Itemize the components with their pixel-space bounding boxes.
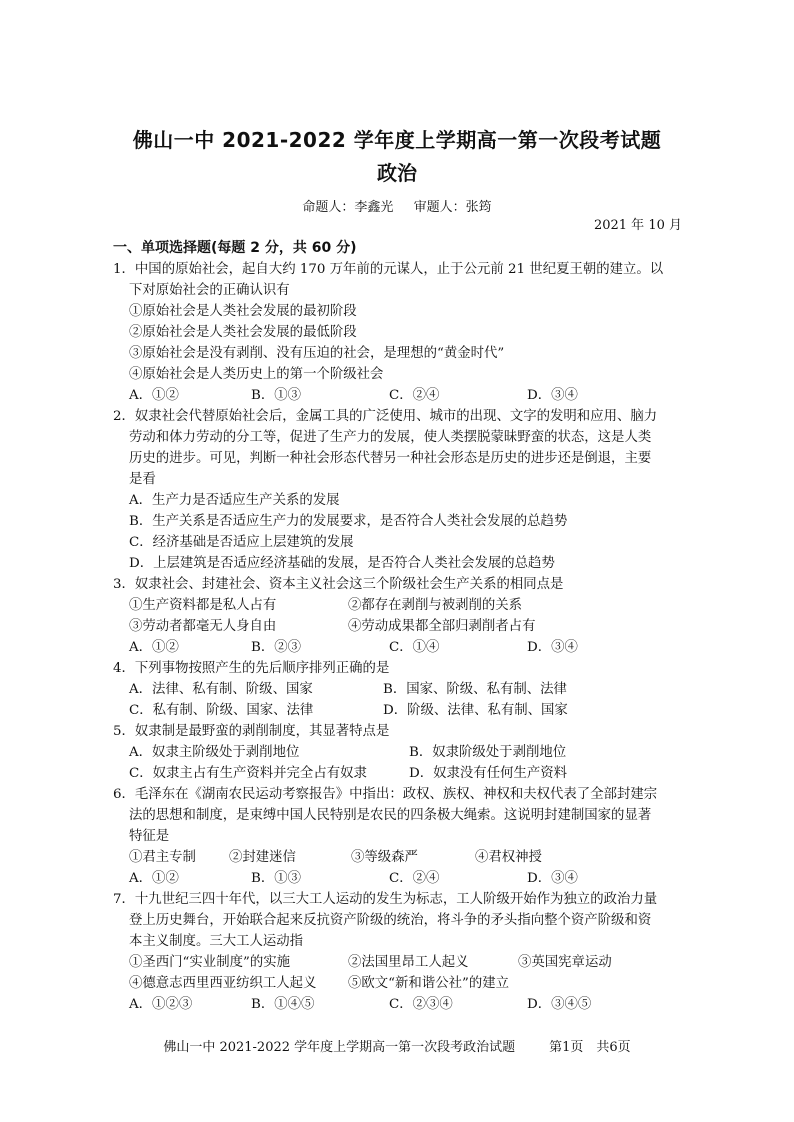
- q4-stem: 4．下列事物按照产生的先后顺序排列正确的是: [113, 661, 390, 676]
- q2-stem-4: 是看: [129, 472, 156, 487]
- q4-option-a: A．法律、私有制、阶级、国家: [129, 682, 313, 697]
- subject-title: 政治: [377, 161, 417, 185]
- q7-stem-1: 7．十九世纪三四十年代，以三大工人运动的发生为标志，工人阶级开始作为独立的政治力量: [113, 892, 658, 907]
- q7-item-4: ④德意志西里西亚纺织工人起义: [129, 976, 317, 991]
- q6-option-d: D．③④: [527, 871, 578, 886]
- q6-stem-1: 6．毛泽东在《湖南农民运动考察报告》中指出：政权、族权、神权和夫权代表了全部封建宗: [113, 787, 658, 802]
- q3-item-1: ①生产资料都是私人占有: [129, 598, 277, 613]
- q1-option-d: D．③④: [527, 388, 578, 403]
- q2-stem-1: 2．奴隶社会代替原始社会后，金属工具的广泛使用、城市的出现、文字的发明和应用、脑力: [113, 409, 658, 424]
- q1-item-3: ③原始社会是没有剥削、没有压迫的社会，是理想的“黄金时代”: [129, 346, 505, 361]
- q7-options: [113, 994, 693, 1015]
- q4-option-b: B．国家、阶级、私有制、法律: [383, 682, 567, 697]
- q6-option-a: A．①②: [129, 871, 179, 886]
- q5-option-b: B．奴隶阶级处于剥削地位: [409, 745, 567, 760]
- q4-option-c: C．私有制、阶级、国家、法律: [129, 703, 314, 718]
- q7-item-3: ③英国宪章运动: [518, 955, 612, 970]
- q3-items-row-1: [113, 595, 693, 616]
- page-number: 第1页 共6页: [549, 1040, 631, 1055]
- q6-stem-2: 法的思想和制度，是束缚中国人民特别是农民的四条极大绳索。这说明封建制国家的显著: [129, 808, 652, 823]
- q2-option-c: C．经济基础是否适应上层建筑的发展: [129, 535, 354, 550]
- q5-options-row-1: [113, 742, 693, 763]
- q3-option-d: D．③④: [527, 640, 578, 655]
- q7-option-a: A．①②③: [129, 997, 193, 1012]
- q4-options-row-1: [113, 679, 693, 700]
- q6-item-3: ③等级森严: [351, 850, 418, 865]
- q7-option-b: B．①④⑤: [251, 997, 315, 1012]
- q7-stem-2: 登上历史舞台，开始联合起来反抗资产阶级的统治，将斗争的矛头指向整个资产阶级和资: [129, 913, 652, 928]
- q1-item-1: ①原始社会是人类社会发展的最初阶段: [129, 304, 357, 319]
- q1-option-a: A．①②: [129, 388, 179, 403]
- q3-item-2: ②都存在剥削与被剥削的关系: [348, 598, 523, 613]
- q6-item-4: ④君权神授: [475, 850, 542, 865]
- authors-line: [0, 196, 794, 215]
- q7-option-c: C．②③④: [389, 997, 453, 1012]
- q7-option-d: D．③④⑤: [527, 997, 592, 1012]
- q7-item-5: ⑤欧文“新和谐公社”的建立: [348, 976, 509, 991]
- q5-options-row-2: [113, 763, 693, 784]
- q2-option-d: D．上层建筑是否适应经济基础的发展，是否符合人类社会发展的总趋势: [129, 556, 555, 571]
- q2-stem-3: 历史的进步。可见，判断一种社会形态代替另一种社会形态是历史的进步还是倒退，主要: [129, 451, 652, 466]
- q5-option-d: D．奴隶没有任何生产资料: [409, 766, 568, 781]
- exam-date: 2021 年 10 月: [593, 218, 682, 233]
- q7-stem-3: 本主义制度。三大工人运动指: [129, 934, 304, 949]
- q3-stem: 3．奴隶社会、封建社会、资本主义社会这三个阶级社会生产关系的相同点是: [113, 577, 564, 592]
- q6-option-c: C．②④: [389, 871, 440, 886]
- q7-item-2: ②法国里昂工人起义: [348, 955, 469, 970]
- q6-item-1: ①君主专制: [129, 850, 196, 865]
- question-setter: 命题人：李鑫光: [302, 200, 394, 215]
- question-reviewer: 审题人：张筠: [413, 200, 492, 215]
- q7-item-1: ①圣西门“实业制度”的实施: [129, 955, 290, 970]
- q1-option-c: C．②④: [389, 388, 440, 403]
- q7-items-row-1: [113, 952, 693, 973]
- q2-option-b: B．生产关系是否适应生产力的发展要求，是否符合人类社会发展的总趋势: [129, 514, 568, 529]
- q5-option-c: C．奴隶主占有生产资料并完全占有奴隶: [129, 766, 367, 781]
- q1-stem-2: 下对原始社会的正确认识有: [129, 283, 290, 298]
- q5-option-a: A．奴隶主阶级处于剥削地位: [129, 745, 300, 760]
- q5-stem: 5．奴隶制是最野蛮的剥削制度，其显著特点是: [113, 724, 390, 739]
- q1-stem-1: 1．中国的原始社会，起自大约 170 万年前的元谋人，止于公元前 21 世纪夏王朝的建立。以: [113, 262, 664, 277]
- q3-item-4: ④劳动成果都全部归剥削者占有: [348, 619, 536, 634]
- section-heading: 一、单项选择题(每题 2 分，共 60 分): [113, 240, 357, 256]
- q3-options: [113, 637, 693, 658]
- q6-item-2: ②封建迷信: [229, 850, 296, 865]
- page-footer: [0, 1036, 794, 1055]
- questions: [113, 259, 693, 1015]
- q6-options: [113, 868, 693, 889]
- q2-stem-2: 劳动和体力劳动的分工等，促进了生产力的发展，使人类摆脱蒙昧野蛮的状态，这是人类: [129, 430, 652, 445]
- footer-title: 佛山一中 2021-2022 学年度上学期高一第一次段考政治试题: [163, 1040, 516, 1055]
- q3-item-3: ③劳动者都毫无人身自由: [129, 619, 277, 634]
- q4-options-row-2: [113, 700, 693, 721]
- q3-option-c: C．①④: [389, 640, 440, 655]
- q7-items-row-2: [113, 973, 693, 994]
- q1-item-2: ②原始社会是人类社会发展的最低阶段: [129, 325, 357, 340]
- q3-option-b: B．②③: [251, 640, 302, 655]
- q6-items: [113, 847, 693, 868]
- q1-option-b: B．①③: [251, 388, 302, 403]
- q4-option-d: D．阶级、法律、私有制、国家: [383, 703, 568, 718]
- q6-stem-3: 特征是: [129, 829, 170, 844]
- q3-items-row-2: [113, 616, 693, 637]
- q1-item-4: ④原始社会是人类历史上的第一个阶级社会: [129, 367, 384, 382]
- q3-option-a: A．①②: [129, 640, 179, 655]
- q6-option-b: B．①③: [251, 871, 302, 886]
- q2-option-a: A．生产力是否适应生产关系的发展: [129, 493, 340, 508]
- q1-options: [113, 385, 693, 406]
- exam-title: 佛山一中 2021-2022 学年度上学期高一第一次段考试题: [132, 128, 662, 152]
